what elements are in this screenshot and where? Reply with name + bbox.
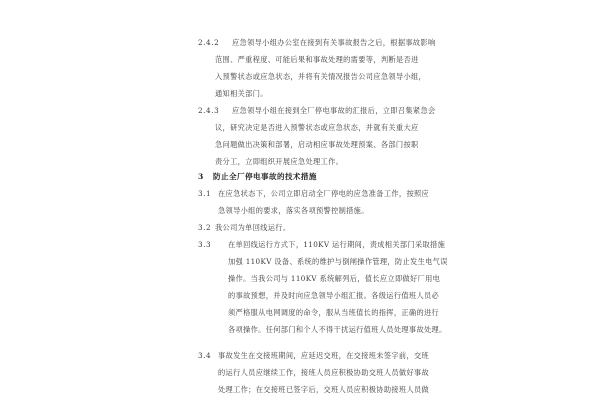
- paragraph-line: 我公司为单回线运行。: [215, 223, 291, 232]
- heading-title: 防止全厂停电事故的技术措施: [213, 172, 317, 181]
- paragraph-line: 急问题做出决策和部署，启动相应事故处理预案、各部门按职: [215, 140, 419, 149]
- paragraph-line: 各项操作。任何部门和个人不得干扰运行值班人员处理事故处理。: [228, 325, 447, 334]
- paragraph-line: 通知相关部门。: [215, 89, 268, 98]
- paragraph-line: 范围、严重程度、可能后果和事故处理的需要等，判断是否进: [215, 55, 419, 64]
- paragraph-line: 在应急状态下，公司立即启动全厂停电的应急准备工作，按照应: [218, 189, 430, 198]
- section-number: 3.1: [198, 189, 212, 198]
- paragraph-line: 须严格服从电网调度的命令，服从当班值长的指挥，正确的进行: [228, 308, 440, 317]
- paragraph-line: 急领导小组的要求，落实各项预警控制措施。: [218, 206, 369, 215]
- section-number: 3.2: [198, 223, 212, 232]
- paragraph-line: 应急领导小组办公室在接到有关事故报告之后，根据事故影响: [232, 38, 436, 47]
- paragraph-line: 的运行人员应继续工作，接班人员应积极协助交班人员做好事故: [218, 368, 430, 377]
- section-number: 2.4.3: [198, 106, 220, 115]
- paragraph-line: 责分工，立即组织开展应急处理工作。: [215, 157, 344, 166]
- paragraph-line: 应急领导小组在接到全厂停电事故的汇报后，立即召集紧急会: [232, 106, 436, 115]
- paragraph-line: 议，研究决定是否进入预警状态或应急状态，并就有关重大应: [215, 123, 419, 132]
- paragraph-line: 处理工作；在交接班已签字后，交班人员应积极协助接班人员做: [218, 385, 430, 394]
- paragraph-line: 加强 110KV 设备、系统的维护与倒闸操作管理，防止发生电气误: [228, 257, 448, 266]
- heading-number: 3: [198, 172, 204, 181]
- paragraph-line: 入预警状态或应急状态，并将有关情况报告公司应急领导小组，: [215, 72, 427, 81]
- section-number: 3.4: [198, 351, 212, 360]
- section-number: 2.4.2: [198, 38, 220, 47]
- section-number: 3.3: [198, 240, 212, 249]
- paragraph-line: 在单回线运行方式下，110KV 运行期间，责成相关部门采取措施: [228, 240, 446, 249]
- paragraph-line: 事故发生在交接班期间，应延迟交班，在交接班未签字前，交班: [218, 351, 430, 360]
- paragraph-line: 的事故预想，并及时向应急领导小组汇报。各级运行值班人员必: [228, 291, 440, 300]
- paragraph-line: 操作。当我公司与 110KV 系统解列后，值长应立即做好厂用电: [228, 274, 441, 283]
